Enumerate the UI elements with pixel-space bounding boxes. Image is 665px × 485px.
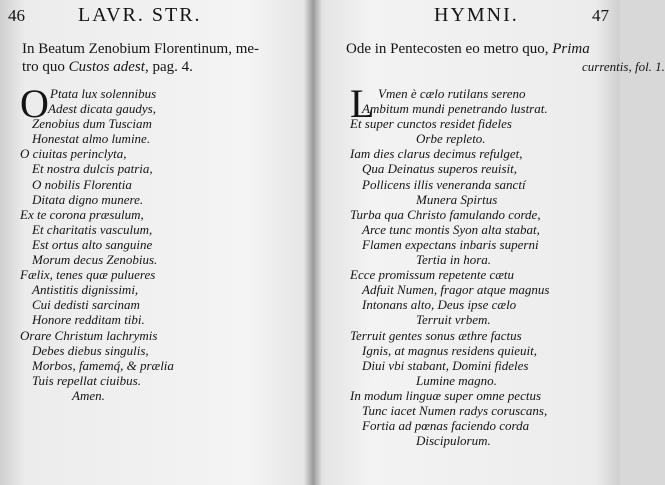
page-number-right: 47 [592,6,609,25]
verse-line: Flamen expectans inbaris superni [362,236,539,252]
verse-line: Vmen è cælo rutilans sereno [378,86,526,101]
dropcap-left: O [20,81,49,126]
verse-line: Ptata lux solennibus [50,86,157,101]
verse-line: Tunc iacet Numen radys coruscans, [362,402,548,418]
running-head-left: LAVR. STR. [78,4,202,26]
hymn-title-left [22,40,259,76]
verse-lines-right [350,101,549,448]
title-line-1: Ode in Pentecosten eo metro quo, Prima [346,41,590,57]
verse-line: Et nostra dulcis patria, [32,161,153,177]
verse-line: Discipulorum. [416,433,491,449]
verse-line: Honestat almo lumine. [32,131,151,147]
verse-line: Munera Spirtus [416,191,498,207]
verse-line: Ignis, at magnus residens quieuit, [362,342,538,358]
left-page [0,0,312,485]
verse-lines-left [20,101,174,403]
right-page [316,0,665,485]
hymn-title-right [346,40,665,76]
verse-line: Ditata digno munere. [32,191,144,207]
verse-line: Turba qua Christo famulando corde, [350,206,541,222]
verse-line: Ex te corona præsulum, [20,206,144,222]
verse-line: Intonans alto, Deus ipse cælo [362,297,517,313]
verse-line: Orare Christum lachrymis [20,327,158,343]
verse-line: Iam dies clarus decimus refulget, [350,146,523,162]
verse-line: Amen. [72,387,105,403]
dropcap-right: L [350,81,375,126]
running-head-right: HYMNI. [434,4,519,26]
verse-line: Ecce promissum repetente cætu [350,267,515,283]
verse-left [20,81,174,403]
verse-line: In modum linguæ super omne pectus [350,387,542,403]
verse-line: Qua Deinatus superos reuisit, [362,161,518,177]
verse-line: Honore redditam tibi. [32,312,145,328]
verse-line: Diui vbi stabant, Domini fideles [362,357,529,373]
verse-line: Antistitis dignissimi, [32,282,139,298]
verse-line: Et charitatis vasculum, [32,221,153,237]
verse-line: Tuis repellat ciuibus. [32,372,141,388]
verse-line: Pollicens illis veneranda sanctí [362,176,526,192]
verse-line: Debes diebus singulis, [32,342,149,358]
verse-line: Adest dicata gaudys, [48,101,156,117]
verse-line: Cui dedisti sarcinam [32,297,140,313]
verse-line: Fælix, tenes quæ pulueres [20,267,156,283]
verse-line: Et super cunctos residet fideles [350,116,512,132]
verse-line: Lumine magno. [416,372,497,388]
verse-line: Fortia ad pœnas faciendo corda [362,418,530,434]
verse-line: Zenobius dum Tusciam [32,116,152,132]
verse-line: Morbos, famemq́, & prælia [32,357,174,373]
verse-line: O ciuitas perinclyta, [20,146,127,162]
verse-right [350,81,550,449]
verse-line: Terruit vrbem. [416,312,491,328]
title-line-2: tro quo Custos adest, pag. 4. [22,59,193,75]
verse-line: Ambitum mundi penetrando lustrat. [362,101,548,117]
verse-line: Est ortus alto sanguine [32,236,153,252]
verse-line: O nobilis Florentia [32,176,132,192]
verse-line: Arce tunc montis Syon alta stabat, [362,221,540,237]
title-line-1: In Beatum Zenobium Florentinum, me- [22,41,260,57]
verse-line: Adfuit Numen, fragor atque magnus [362,282,550,298]
verse-line: Tertia in hora. [416,252,492,268]
verse-line: Morum decus Zenobius. [32,252,158,268]
page-number-left: 46 [8,6,25,25]
title-line-2: currentis, fol. 1. [582,59,665,74]
verse-line: Orbe repleto. [416,131,486,147]
verse-line: Terruit gentes sonus æthre factus [350,327,522,343]
